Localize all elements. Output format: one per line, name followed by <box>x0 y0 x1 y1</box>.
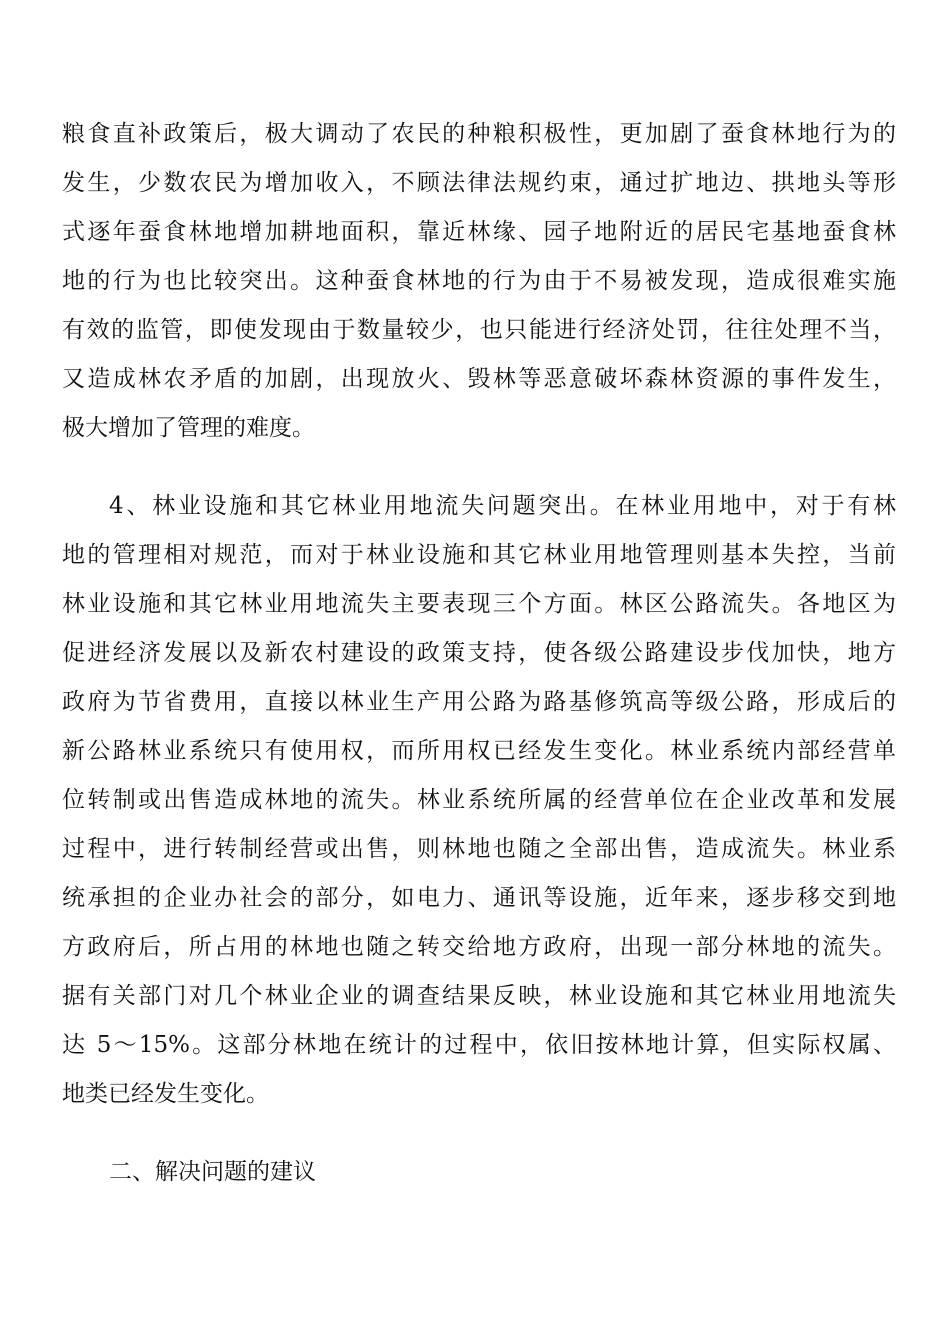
paragraph-1-line: 地的行为也比较突出。这种蚕食林地的行为由于不易被发现，造成很难实施 <box>62 268 896 294</box>
paragraph-2-line: 促进经济发展以及新农村建设的政策支持，使各级公路建设步伐加快，地方 <box>62 640 896 666</box>
paragraph-1-line: 又造成林农矛盾的加剧，出现放火、毁林等恶意破坏森林资源的事件发生， <box>62 366 896 392</box>
paragraph-1-line: 有效的监管，即使发现由于数量较少，也只能进行经济处罚，往往处理不当， <box>62 317 896 343</box>
paragraph-1-line: 粮食直补政策后，极大调动了农民的种粮积极性，更加剧了蚕食林地行为的 <box>62 121 896 147</box>
paragraph-1-line: 式逐年蚕食林地增加耕地面积，靠近林缘、园子地附近的居民宅基地蚕食林 <box>62 219 896 245</box>
paragraph-2-line: 据有关部门对几个林业企业的调查结果反映，林业设施和其它林业用地流失 <box>62 983 896 1009</box>
paragraph-2-line: 林业设施和其它林业用地流失主要表现三个方面。林区公路流失。各地区为 <box>62 591 896 617</box>
paragraph-1-line: 极大增加了管理的难度。 <box>62 415 315 441</box>
paragraph-2-line: 达 5～15%。这部分林地在统计的过程中，依旧按林地计算，但实际权属、 <box>62 1032 896 1058</box>
paragraph-2-line: 方政府后，所占用的林地也随之转交给地方政府，出现一部分林地的流失。 <box>62 934 896 960</box>
section-heading: 二、解决问题的建议 <box>109 1159 316 1185</box>
paragraph-2-line: 过程中，进行转制经营或出售，则林地也随之全部出售，造成流失。林业系 <box>62 836 896 862</box>
paragraph-2-line: 新公路林业系统只有使用权，而所用权已经发生变化。林业系统内部经营单 <box>62 738 896 764</box>
paragraph-1-line: 发生，少数农民为增加收入，不顾法律法规约束，通过扩地边、拱地头等形 <box>62 170 896 196</box>
paragraph-2-line: 统承担的企业办社会的部分，如电力、通讯等设施，近年来，逐步移交到地 <box>62 885 896 911</box>
paragraph-2-line: 地的管理相对规范，而对于林业设施和其它林业用地管理则基本失控，当前 <box>62 542 896 568</box>
paragraph-2-line: 政府为节省费用，直接以林业生产用公路为路基修筑高等级公路，形成后的 <box>62 689 896 715</box>
paragraph-2-line: 位转制或出售造成林地的流失。林业系统所属的经营单位在企业改革和发展 <box>62 787 896 813</box>
paragraph-2-line: 地类已经发生变化。 <box>62 1081 269 1107</box>
paragraph-2-line: 4、林业设施和其它林业用地流失问题突出。在林业用地中，对于有林 <box>109 493 896 519</box>
